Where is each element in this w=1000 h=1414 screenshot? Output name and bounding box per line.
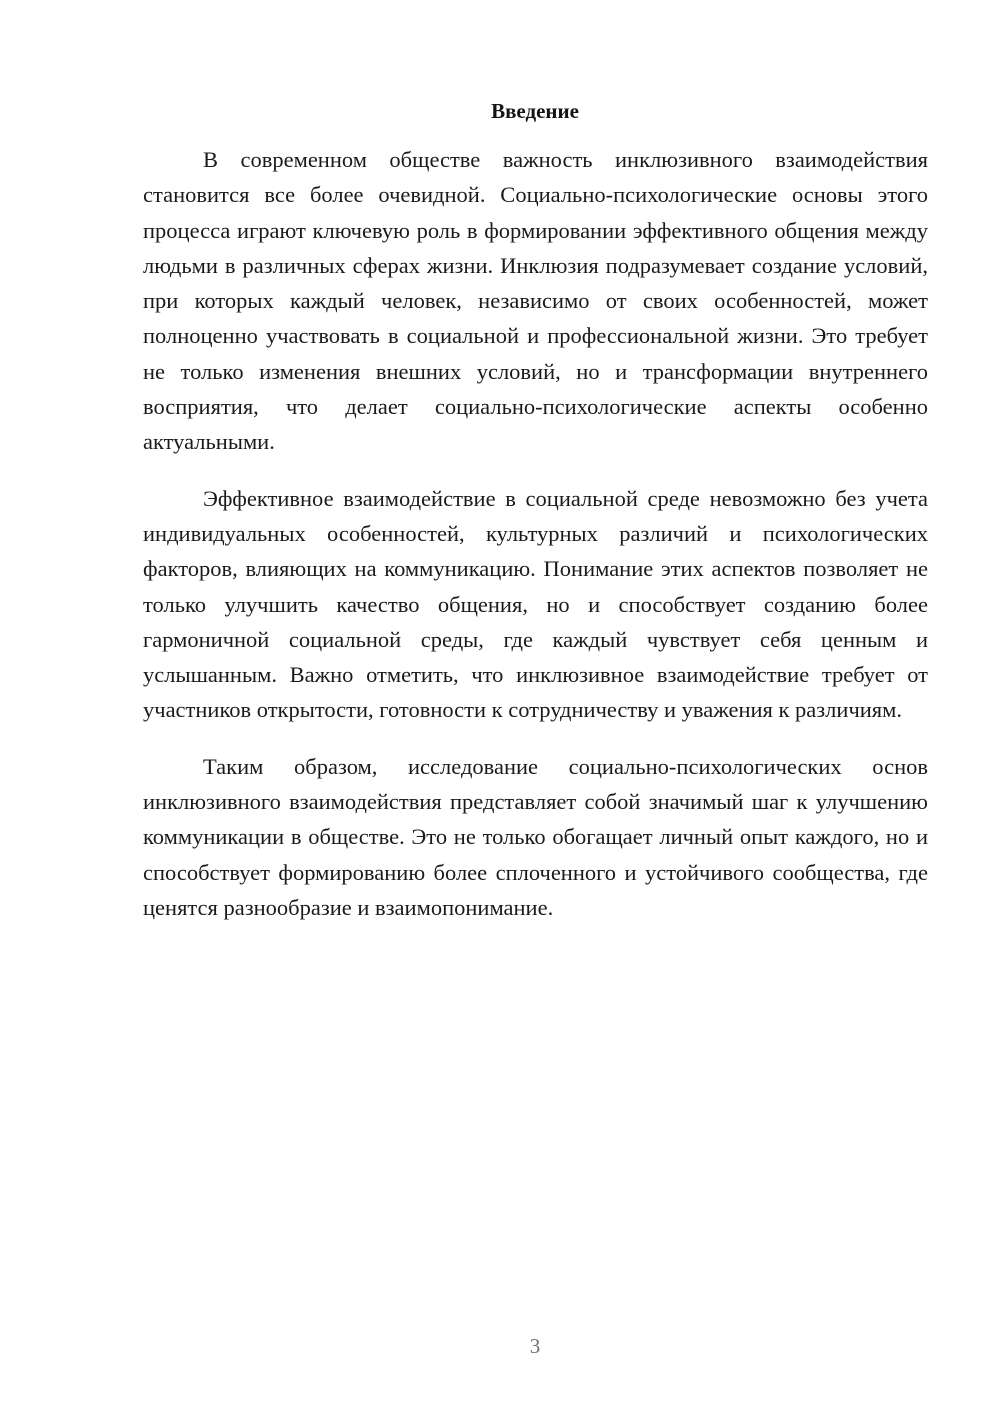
page-number: 3 — [529, 1334, 541, 1358]
paragraph-3: Таким образом, исследование социально-психологических основ инклюзивного взаимодействия представляет собой значимый шаг к улучшению коммуникации в обществе. Это не только обогащает личный опыт каждого, но и способствует формированию более сплоченного и устойчивого сообщества, где ценятся разнообразие и взаимопонимание. — [143, 753, 928, 920]
paragraph-2: Эффективное взаимодействие в социальной среде невозможно без учета индивидуальных особенностей, культурных различий и психологических факторов, влияющих на коммуникацию. Понимание этих аспектов позволяет не только улучшить качество общения, но и способствует созданию более гармоничной социальной среды, где каждый чувствует себя ценным и услышанным. Важно отметить, что инклюзивное взаимодействие требует от участников открытости, готовности к сотрудничеству и уважения к различиям. — [143, 485, 928, 723]
paragraph-1: В современном обществе важность инклюзивного взаимодействия становится все более очевидной. Социально-психологические основы этого процесса играют ключевую роль в формировании эффективного общения между людьми в различных сферах жизни. Инклюзия подразумевает создание условий, при которых каждый человек, независимо от своих особенностей, может полноценно участвовать в социальной и профессиональной жизни. Это требует не только изменения внешних условий, но и трансформации внутреннего восприятия, что делает социально-психологические аспекты особенно актуальными. — [143, 147, 928, 455]
section-title: Введение — [491, 99, 579, 123]
document-body — [143, 142, 928, 946]
